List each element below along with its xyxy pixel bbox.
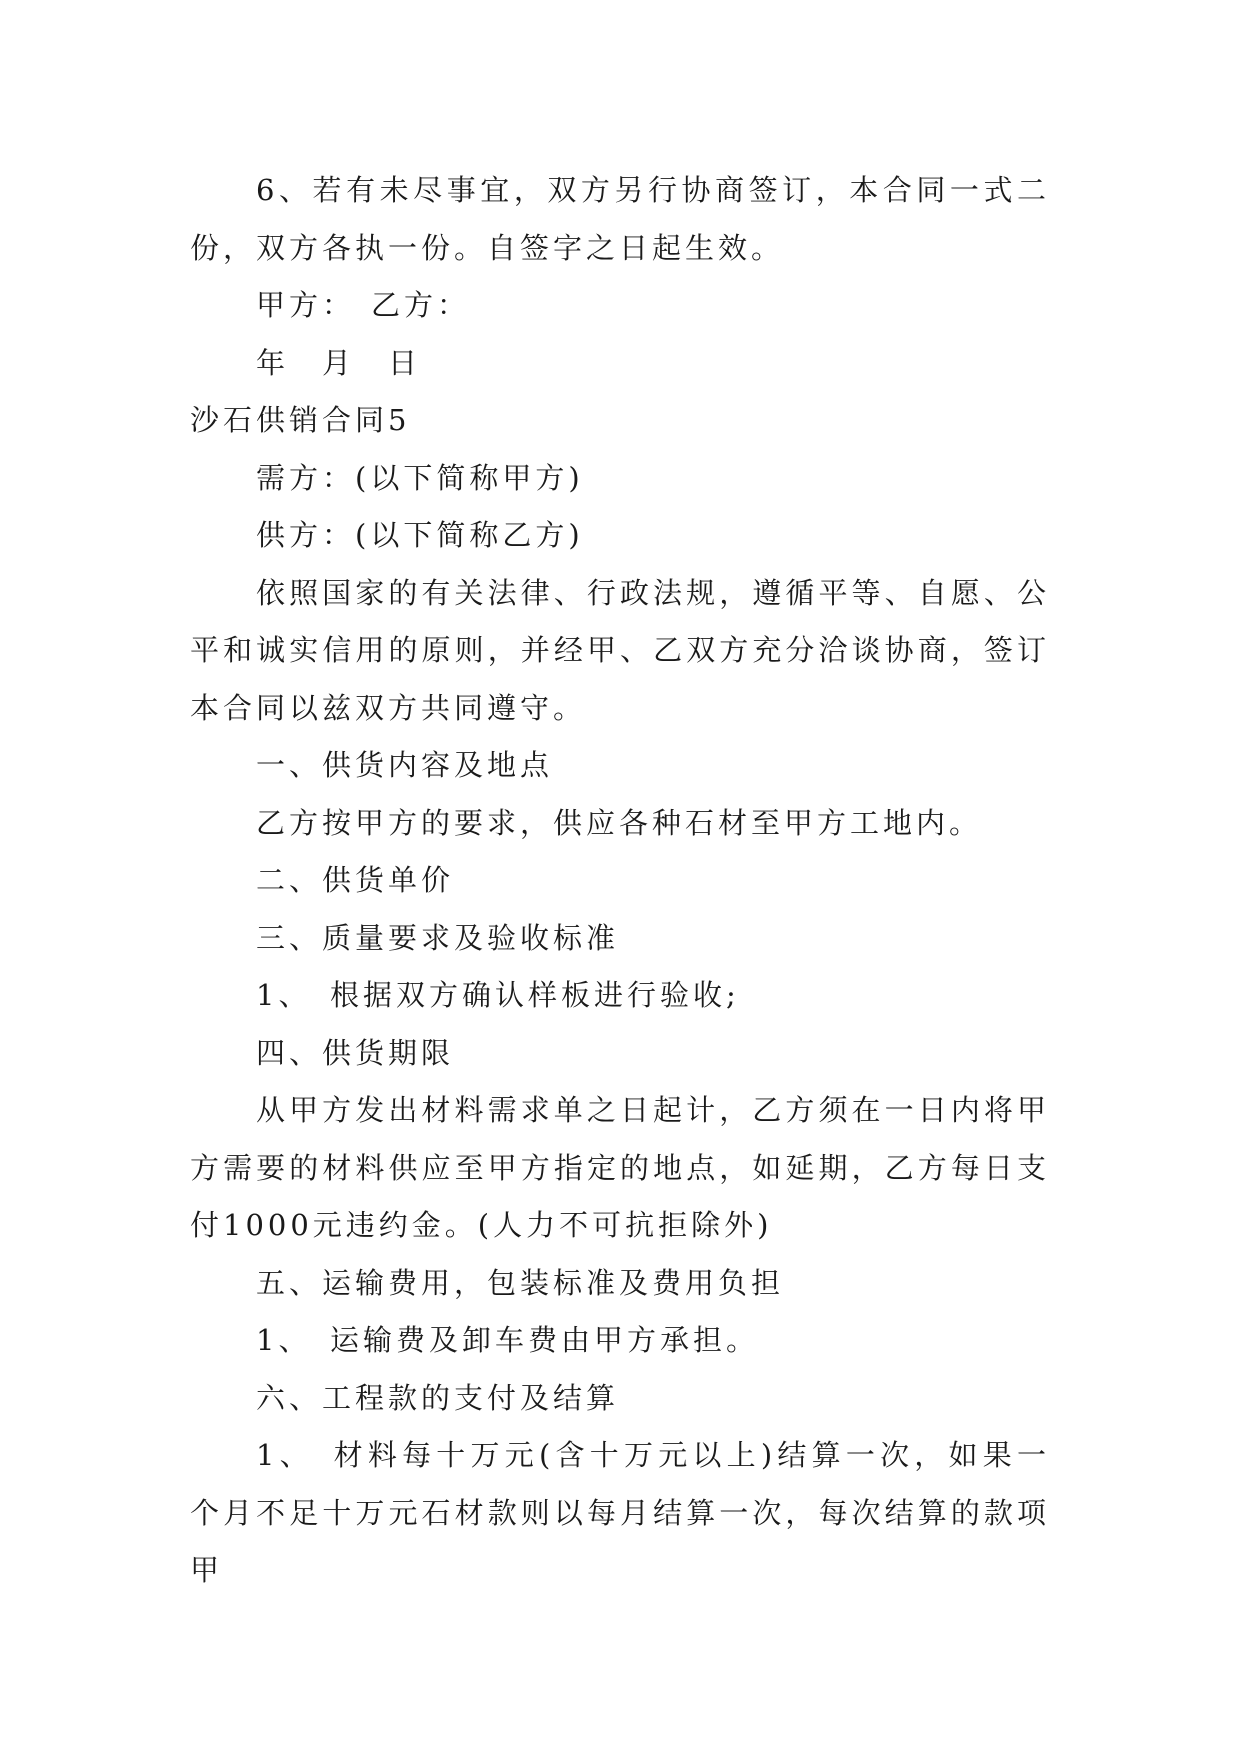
section-6-title: 六、工程款的支付及结算 bbox=[256, 1380, 620, 1415]
date-line: 年 月 日 bbox=[256, 345, 422, 380]
section-1-body: 乙方按甲方的要求，供应各种石材至甲方工地内。 bbox=[256, 805, 983, 840]
section-3-title: 三、质量要求及验收标准 bbox=[256, 920, 620, 955]
section-4-body: 从甲方发出材料需求单之日起计，乙方须在一日内将甲方需要的材料供应至甲方指定的地点，如延期，乙方每日支付1000元违约金。(人力不可抗拒除外) bbox=[190, 1093, 1050, 1242]
section-6-item-1: 1、 材料每十万元(含十万元以上)结算一次，如果一个月不足十万元石材款则以每月结算一次，每次结算的款项甲 bbox=[190, 1438, 1050, 1587]
section-3-item-1: 1、 根据双方确认样板进行验收; bbox=[256, 978, 740, 1012]
section-1-title: 一、供货内容及地点 bbox=[256, 748, 554, 782]
party-b-signature-label: 乙方： bbox=[371, 288, 471, 322]
section-5-title: 五、运输费用，包装标准及费用负担 bbox=[256, 1265, 785, 1300]
section-4-title: 四、供货期限 bbox=[256, 1035, 455, 1070]
signature-line bbox=[190, 277, 1050, 335]
supply-party-line: 供方：(以下简称乙方) bbox=[256, 518, 584, 552]
party-a-signature-label: 甲方： bbox=[256, 288, 356, 322]
document-body bbox=[190, 162, 1050, 1600]
contract-title: 沙石供销合同5 bbox=[190, 403, 411, 437]
section-5-item-1: 1、 运输费及卸车费由甲方承担。 bbox=[256, 1323, 759, 1357]
section-2-title: 二、供货单价 bbox=[256, 863, 455, 897]
preamble-paragraph: 依照国家的有关法律、行政法规，遵循平等、自愿、公平和诚实信用的原则，并经甲、乙双方充分洽谈协商，签订本合同以兹双方共同遵守。 bbox=[190, 575, 1050, 725]
clause-6-paragraph: 6、若有未尽事宜，双方另行协商签订，本合同一式二份，双方各执一份。自签字之日起生效。 bbox=[190, 173, 1050, 265]
demand-party-line: 需方：(以下简称甲方) bbox=[256, 460, 584, 495]
